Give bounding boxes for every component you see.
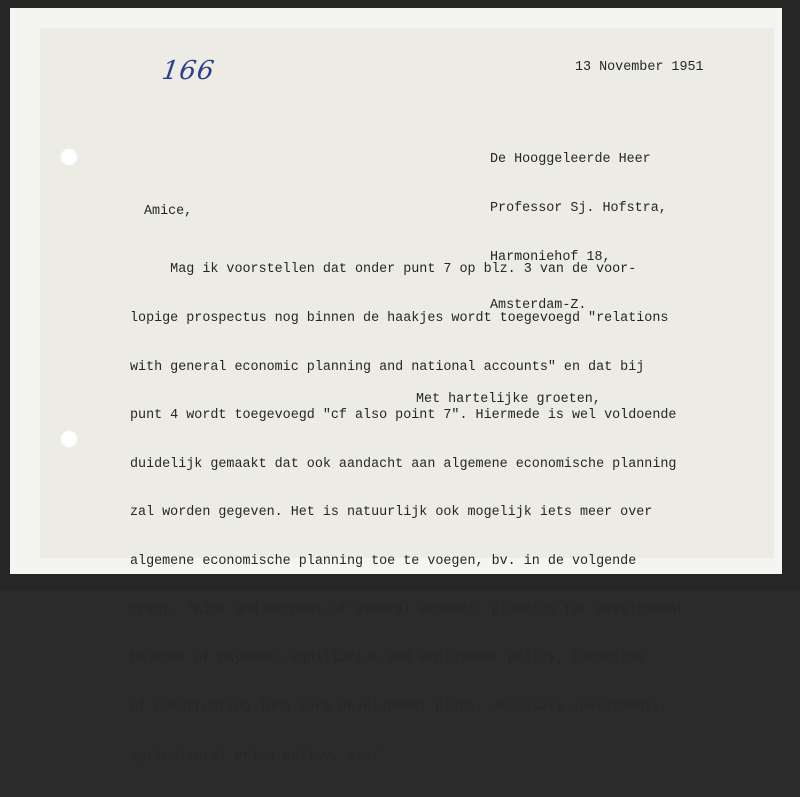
address-line: Amsterdam-Z. [490, 298, 587, 314]
address-line: Professor Sj. Hofstra, [490, 201, 667, 217]
letter-body [130, 230, 684, 797]
address-line: Harmoniehof 18, [490, 249, 611, 265]
punch-hole-bottom [60, 430, 78, 448]
body-line: balance of payments equilibrium and employment policy, technique [130, 651, 645, 667]
body-line: zal worden gegeven. Het is natuurlijk ook mogelijk iets meer over [130, 505, 653, 521]
salutation: Amice, [144, 204, 193, 219]
body-line: punt 4 wordt toegevoegd "cf also point 7". Hiermede is wel voldoende [130, 408, 677, 424]
body-line: lopige prospectus nog binnen de haakjes wordt toegevoegd "relations [130, 311, 669, 327]
punch-hole-top [60, 148, 78, 166]
handwritten-page-number: 166 [159, 56, 217, 86]
body-line: Mag ik voorstellen dat onder punt 7 op blz. 3 van de voor- [130, 262, 637, 278]
letter-date: 13 November 1951 [575, 60, 704, 75]
body-line: with general economic planning and national accounts" en dat bij [130, 359, 645, 375]
body-line: agricultural price policy, etc." [130, 748, 388, 764]
body-line: trant. "Aims and methods of general economic planning for development [130, 602, 685, 618]
body-line: duidelijk gemaakt dat ook aandacht aan algemene economische planning [130, 456, 677, 472]
body-line: of constructing long-term development plans, necessary investments, [130, 699, 669, 715]
body-line: algemene economische planning toe te voegen, bv. in de volgende [130, 554, 637, 570]
address-line: De Hooggeleerde Heer [490, 152, 651, 168]
letter-closing: Met hartelijke groeten, [416, 392, 601, 407]
